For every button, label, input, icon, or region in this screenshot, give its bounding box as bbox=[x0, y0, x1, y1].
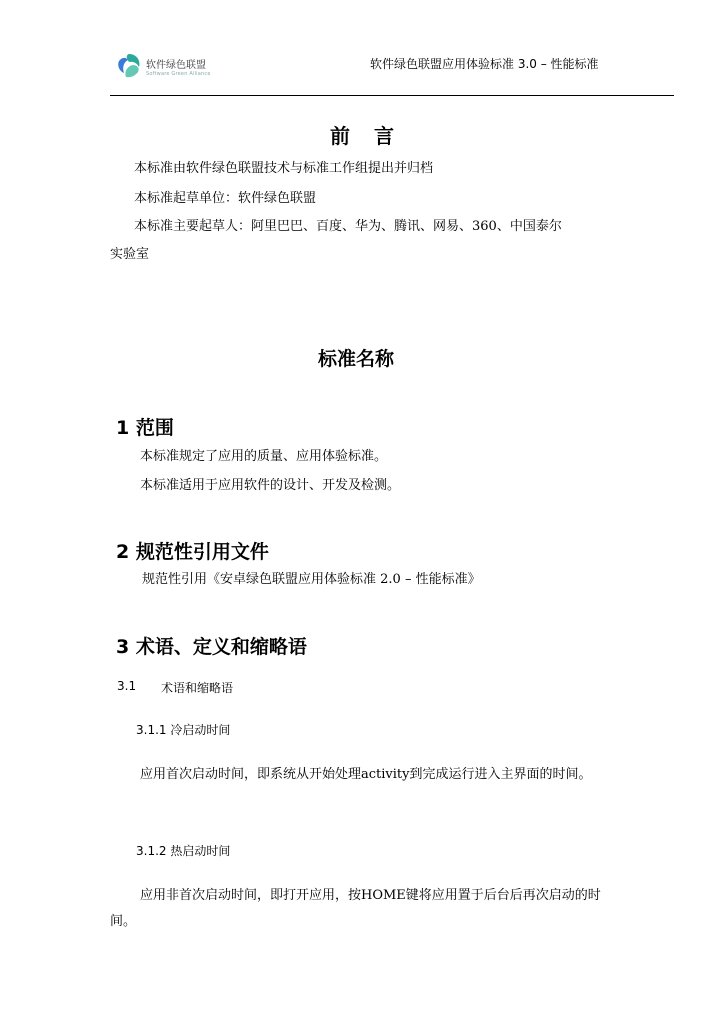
subsection-3-1-2-text: 应用非首次启动时间，即打开应用，按HOME键将应用置于后台后再次启动的时间。 bbox=[110, 888, 601, 929]
preface-title: 前言 bbox=[330, 124, 418, 148]
logo-subtitle: Software Green Alliance bbox=[146, 71, 211, 77]
header-title: 软件绿色联盟应用体验标准 3.0 – 性能标准 bbox=[370, 57, 599, 71]
section-1-heading: 1 范围 bbox=[116, 417, 174, 439]
section-2-line: 规范性引用《安卓绿色联盟应用体验标准 2.0 – 性能标准》 bbox=[142, 572, 481, 587]
alliance-logo bbox=[114, 51, 214, 87]
logo-name: 软件绿色联盟 bbox=[146, 60, 206, 71]
alliance-logo-icon bbox=[114, 51, 144, 81]
header-divider bbox=[110, 95, 674, 96]
preface-line: 实验室 bbox=[110, 247, 150, 262]
subsection-3-1-title: 术语和缩略语 bbox=[161, 681, 234, 695]
standard-name-title: 标准名称 bbox=[318, 348, 395, 370]
section-1-line: 本标准适用于应用软件的设计、开发及检测。 bbox=[140, 478, 401, 493]
section-3-heading: 3 术语、定义和缩略语 bbox=[116, 636, 307, 658]
subsection-3-1-number: 3.1 bbox=[117, 679, 137, 693]
preface-line: 本标准由软件绿色联盟技术与标准工作组提出并归档 bbox=[134, 161, 434, 176]
subsection-3-1-1-title: 3.1.1 冷启动时间 bbox=[136, 723, 231, 737]
preface-line: 本标准主要起草人：阿里巴巴、百度、华为、腾讯、网易、360、中国泰尔 bbox=[134, 219, 562, 234]
section-2-heading: 2 规范性引用文件 bbox=[116, 541, 269, 563]
subsection-3-1-2-title: 3.1.2 热启动时间 bbox=[136, 844, 231, 858]
section-1-line: 本标准规定了应用的质量、应用体验标准。 bbox=[140, 449, 388, 464]
subsection-3-1-1-text: 应用首次启动时间，即系统从开始处理activity到完成运行进入主界面的时间。 bbox=[140, 767, 592, 782]
preface-line: 本标准起草单位：软件绿色联盟 bbox=[134, 191, 317, 206]
